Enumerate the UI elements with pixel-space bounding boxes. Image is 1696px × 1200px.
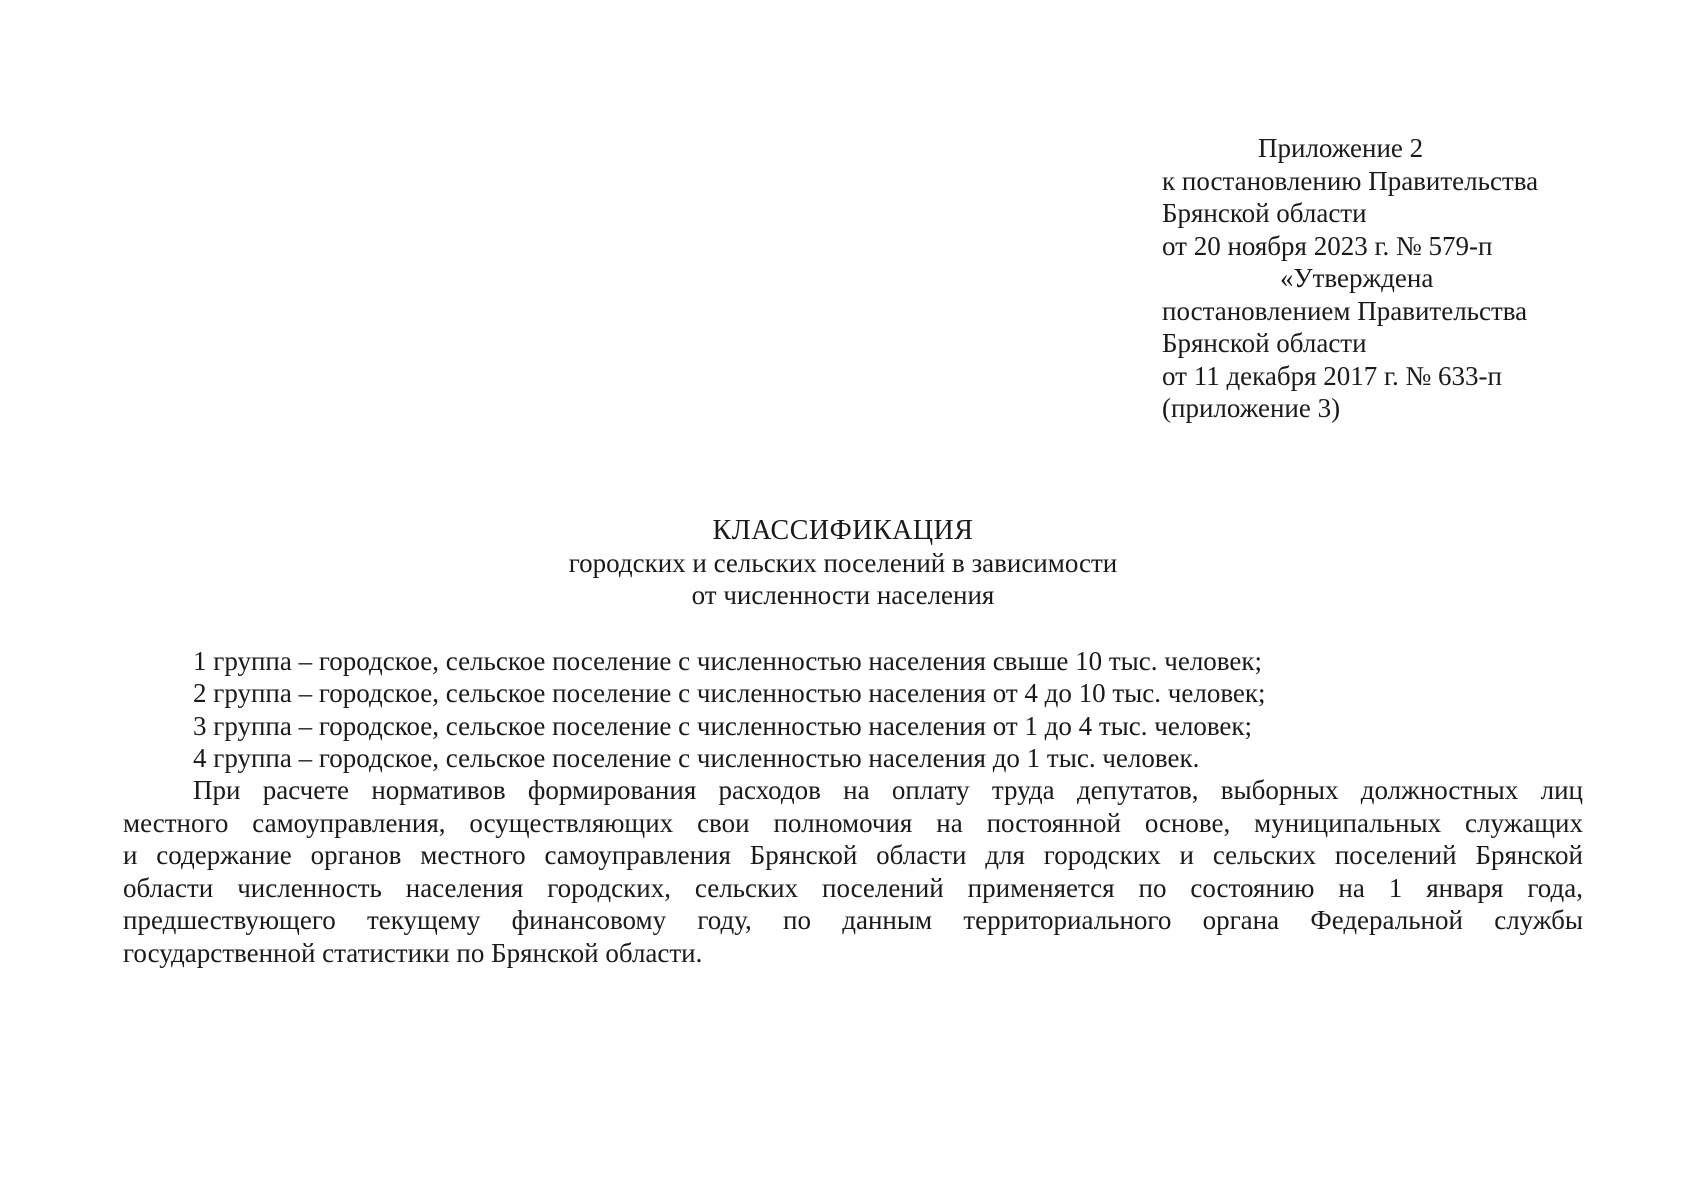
region-name: Брянской области bbox=[1162, 198, 1367, 228]
decree-reference: к постановлению Правительства bbox=[1162, 165, 1539, 196]
body-paragraph bbox=[123, 774, 1583, 970]
group-item-1: 1 группа – городское, сельское поселение с численностью населения свыше 10 тыс. человек; bbox=[193, 646, 1262, 676]
document-title bbox=[0, 515, 1696, 611]
group-item-3: 3 группа – городское, сельское поселение с численностью населения от 1 до 4 тыс. человек; bbox=[193, 710, 1253, 741]
original-region-name: Брянской области bbox=[1162, 328, 1367, 358]
group-item-4: 4 группа – городское, сельское поселение с численностью населения до 1 тыс. человек. bbox=[193, 742, 1200, 773]
decree-date-number: от 20 ноября 2023 г. № 579-п bbox=[1162, 230, 1493, 261]
group-list bbox=[193, 645, 1593, 774]
paragraph-line-4: области численность населения городских, сельских поселений применяется по состоянию на 1 января года, bbox=[123, 872, 1583, 903]
approval-block bbox=[1162, 132, 1602, 425]
paragraph-line-3: и содержание органов местного самоуправления Брянской области для городских и сельских поселений Брянской bbox=[123, 840, 1583, 871]
paragraph-line-2: местного самоуправления, осуществляющих свои полномочия на постоянной основе, муниципальных служащих bbox=[123, 807, 1583, 838]
group-item-2: 2 группа – городское, сельское поселение с численностью населения от 4 до 10 тыс. человек; bbox=[193, 678, 1266, 709]
paragraph-line-6: государственной статистики по Брянской области. bbox=[123, 937, 703, 968]
original-appendix-number: (приложение 3) bbox=[1162, 393, 1341, 423]
title-subtitle-line-2: от численности населения bbox=[691, 580, 995, 610]
appendix-number: Приложение 2 bbox=[1258, 133, 1424, 163]
original-decree-date-number: от 11 декабря 2017 г. № 633-п bbox=[1162, 360, 1502, 391]
title-subtitle-line-1: городских и сельских поселений в зависимости bbox=[568, 548, 1118, 578]
approved-label: «Утверждена bbox=[1280, 263, 1434, 293]
paragraph-line-1: При расчете нормативов формирования расходов на оплату труда депутатов, выборных должностных лиц bbox=[193, 775, 1583, 805]
paragraph-line-5: предшествующего текущему финансовому году, по данным территориального органа Федеральной службы bbox=[123, 905, 1583, 936]
title-heading: КЛАССИФИКАЦИЯ bbox=[712, 515, 974, 546]
original-decree-reference: постановлением Правительства bbox=[1162, 295, 1528, 326]
